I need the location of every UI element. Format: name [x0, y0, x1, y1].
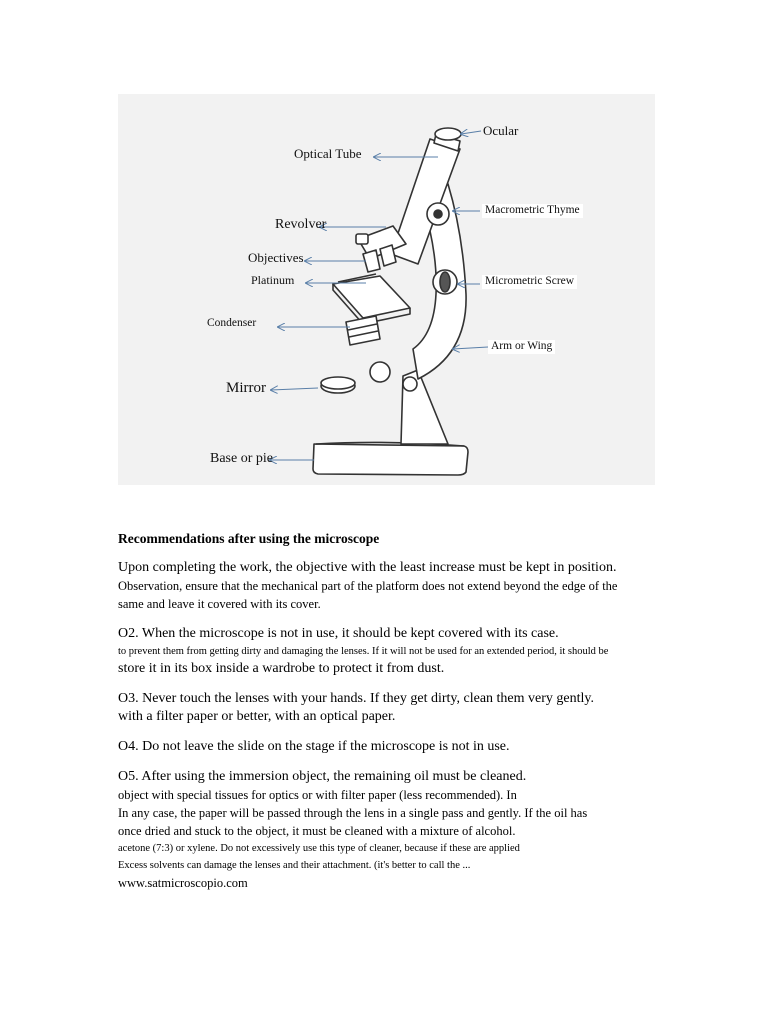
text-line: O4. Do not leave the slide on the stage if the microscope is not in use.	[118, 739, 510, 754]
text-line: O5. After using the immersion object, the remaining oil must be cleaned.	[118, 769, 527, 784]
text-line: Observation, ensure that the mechanical part of the platform does not extend beyond the edge of the	[118, 579, 618, 593]
microscope-diagram	[118, 94, 655, 485]
text-line: Upon completing the work, the objective with the least increase must be kept in position.	[118, 560, 617, 575]
text-line: Excess solvents can damage the lenses and their attachment. (it's better to call the ...	[118, 860, 471, 871]
paragraph-4	[118, 738, 658, 756]
label-arm: Arm or Wing	[488, 340, 555, 354]
text-line: store it in its box inside a wardrobe to protect it from dust.	[118, 661, 445, 676]
label-mirror: Mirror	[226, 380, 266, 396]
label-micrometric: Micrometric Screw	[482, 275, 577, 289]
label-objectives: Objectives	[248, 250, 304, 265]
text-line: O2. When the microscope is not in use, it should be kept covered with its case.	[118, 626, 559, 641]
label-ocular: Ocular	[483, 123, 519, 138]
text-line: to prevent them from getting dirty and damaging the lenses. If it will not be used for an extended period, it should be	[118, 646, 609, 657]
text-line: acetone (7:3) or xylene. Do not excessively use this type of cleaner, because if these are applied	[118, 843, 520, 854]
label-platinum: Platinum	[251, 273, 295, 287]
text-line: same and leave it covered with its cover.	[118, 597, 321, 611]
document-body	[118, 530, 658, 904]
paragraph-5	[118, 768, 658, 892]
label-base: Base or pie	[210, 451, 273, 466]
website-link[interactable]: www.satmicroscopio.com	[118, 876, 248, 890]
paragraph-3	[118, 690, 658, 726]
label-revolver: Revolver	[275, 217, 327, 232]
section-heading: Recommendations after using the microscope	[118, 531, 380, 546]
microscope-illustration	[118, 94, 655, 485]
text-line: O3. Never touch the lenses with your hands. If they get dirty, clean them very gently.	[118, 691, 594, 706]
label-condenser: Condenser	[207, 317, 257, 329]
text-line: with a filter paper or better, with an optical paper.	[118, 709, 396, 724]
label-macrometric: Macrometric Thyme	[482, 204, 583, 218]
text-line: In any case, the paper will be passed through the lens in a single pass and gently. If the oil has	[118, 806, 588, 820]
label-optical-tube: Optical Tube	[294, 146, 362, 161]
text-line: once dried and stuck to the object, it must be cleaned with a mixture of alcohol.	[118, 824, 516, 838]
paragraph-2	[118, 625, 658, 678]
paragraph-1	[118, 559, 658, 613]
text-line: object with special tissues for optics or with filter paper (less recommended). In	[118, 788, 517, 802]
